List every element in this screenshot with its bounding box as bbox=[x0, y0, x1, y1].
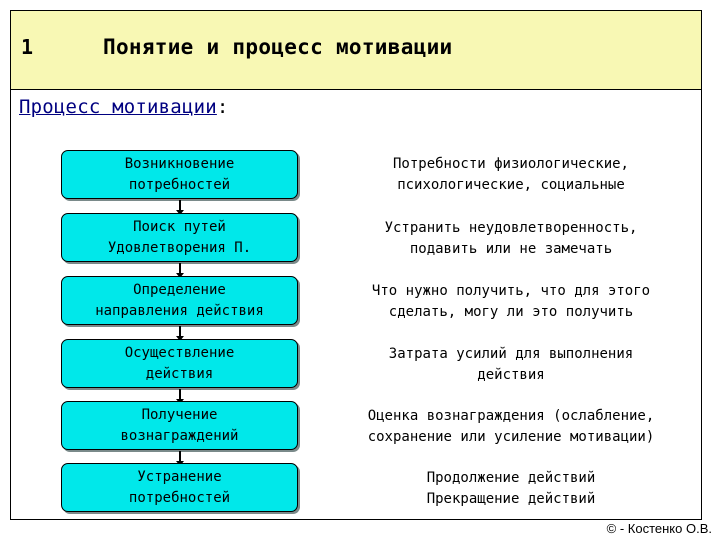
step-1-desc-line1: Потребности физиологические, bbox=[392, 156, 629, 172]
process-step-5 bbox=[61, 401, 298, 450]
step-5-label-line1: Получение bbox=[141, 406, 218, 423]
section-title-text: Процесс мотивации bbox=[19, 96, 217, 118]
section-title bbox=[19, 96, 229, 118]
section-title-colon: : bbox=[216, 96, 229, 118]
step-6-label-line1: Устранение bbox=[137, 468, 222, 485]
step-5-description bbox=[331, 406, 691, 448]
step-2-desc-line1: Устранить неудовлетворенность, bbox=[384, 220, 638, 236]
step-1-description bbox=[331, 154, 691, 196]
step-2-label-line1: Поиск путей bbox=[133, 218, 226, 235]
step-6-description bbox=[331, 468, 691, 510]
step-2-description bbox=[331, 218, 691, 260]
step-4-desc-line2: действия bbox=[477, 367, 545, 383]
content-panel bbox=[10, 90, 702, 520]
step-1-label-line2: потребностей bbox=[128, 176, 231, 193]
step-6-desc-line2: Прекращение действий bbox=[426, 491, 596, 507]
process-step-2 bbox=[61, 213, 298, 262]
process-step-1 bbox=[61, 150, 298, 199]
arrow-connector bbox=[179, 326, 181, 339]
step-2-desc-line2: подавить или не замечать bbox=[409, 241, 613, 257]
process-step-3 bbox=[61, 276, 298, 325]
step-3-label-line2: направления действия bbox=[95, 302, 264, 319]
step-4-description bbox=[331, 344, 691, 386]
process-step-6 bbox=[61, 463, 298, 512]
step-1-label-line1: Возникновение bbox=[124, 155, 235, 172]
slide-title: Понятие и процесс мотивации bbox=[103, 35, 453, 59]
step-5-desc-line2: сохранение или усиление мотивации) bbox=[367, 429, 655, 445]
step-3-desc-line1: Что нужно получить, что для этого bbox=[371, 283, 651, 299]
title-bar bbox=[10, 10, 702, 90]
step-5-desc-line1: Оценка вознаграждения (ослабление, bbox=[367, 408, 655, 424]
step-3-desc-line2: сделать, могу ли это получить bbox=[388, 304, 634, 320]
step-3-label-line1: Определение bbox=[133, 281, 226, 298]
step-1-desc-line2: психологические, социальные bbox=[397, 177, 625, 193]
step-4-label-line2: действия bbox=[145, 365, 214, 382]
copyright-footer: © - Костенко О.В. bbox=[606, 521, 712, 536]
step-6-label-line2: потребностей bbox=[128, 489, 231, 506]
step-5-label-line2: вознаграждений bbox=[120, 427, 239, 444]
step-4-desc-line1: Затрата усилий для выполнения bbox=[388, 346, 634, 362]
step-6-desc-line1: Продолжение действий bbox=[426, 470, 596, 486]
slide-number: 1 bbox=[21, 35, 34, 59]
step-2-label-line2: Удовлетворения П. bbox=[107, 239, 252, 256]
arrow-connector bbox=[179, 200, 181, 213]
process-step-4 bbox=[61, 339, 298, 388]
step-4-label-line1: Осуществление bbox=[124, 344, 235, 361]
arrow-connector bbox=[179, 263, 181, 276]
step-3-description bbox=[331, 281, 691, 323]
